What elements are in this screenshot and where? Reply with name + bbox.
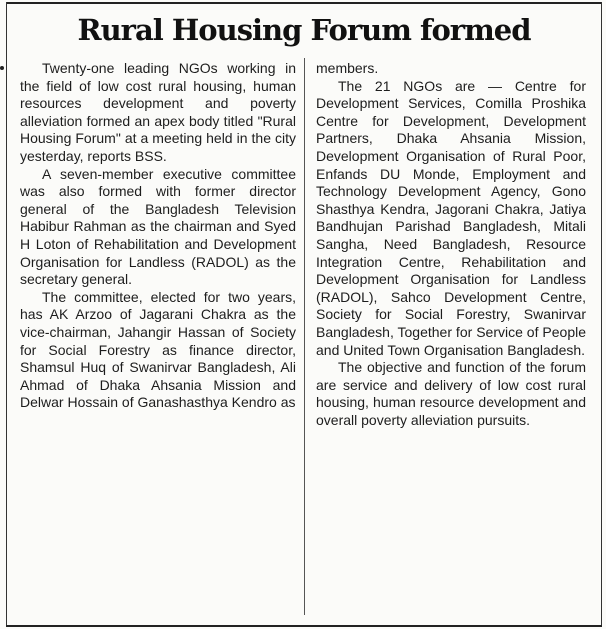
column-divider [304, 58, 305, 615]
paragraph-continuation: members. [316, 60, 379, 76]
paragraph-ngo-list: The 21 NGOs are — Centre for Development Services, Comilla Proshika Centre for Development, Development Partners, Dhaka Ahsania Mission, Development Organisation of Rural Poor, Enfands DU Monde, Employment and Technology Development Agency, Gono Shasthya Kendra, Jagorani Chakra, Jatiya Bandhujan Parishad Bangladesh, Mitali Sangha, Need Bangladesh, Resource Integration Centre, Rehabilitation and Development Organisation for Landless (RADOL), Sahco Development Centre, Society for Social Forestry, Swanirvar Bangladesh, Together for Service of People and United Town Organisation Bangladesh. [316, 77, 586, 358]
paragraph-objective: The objective and function of the forum are service and delivery of low cost rural housing, human resource development and overall poverty alleviation pursuits. [316, 359, 586, 428]
right-column [316, 60, 586, 429]
margin-dot [0, 66, 4, 70]
top-border-rule [6, 2, 602, 4]
paragraph-members: The committee, elected for two years, has AK Arzoo of Jagarani Chakra as the vice-chairman, Jahangir Hassan of Society for Social Forestry as finance director, Shamsul Huq of Swanirvar Bangladesh, Ali Ahmad of Dhaka Ahsania Mission and Delwar Hossain of Ganashasthya Kendro as [20, 288, 296, 411]
right-border-rule [601, 2, 602, 627]
left-column [20, 60, 296, 412]
left-border-rule [6, 2, 7, 627]
bottom-border-rule [6, 625, 602, 627]
headline: Rural Housing Forum formed [77, 13, 531, 47]
paragraph-committee: A seven-member executive committee was also formed with former director general of the Bangladesh Television Habibur Rahman as the chairman and Syed H Loton of Rehabilitation and Development Organisation for Landless (RADOL) as the secretary general. [20, 165, 296, 288]
paragraph-intro: Twenty-one leading NGOs working in the field of low cost rural housing, human resources development and poverty alleviation formed an apex body titled "Rural Housing Forum" at a meeting held in the city yesterday, reports BSS. [20, 60, 296, 164]
